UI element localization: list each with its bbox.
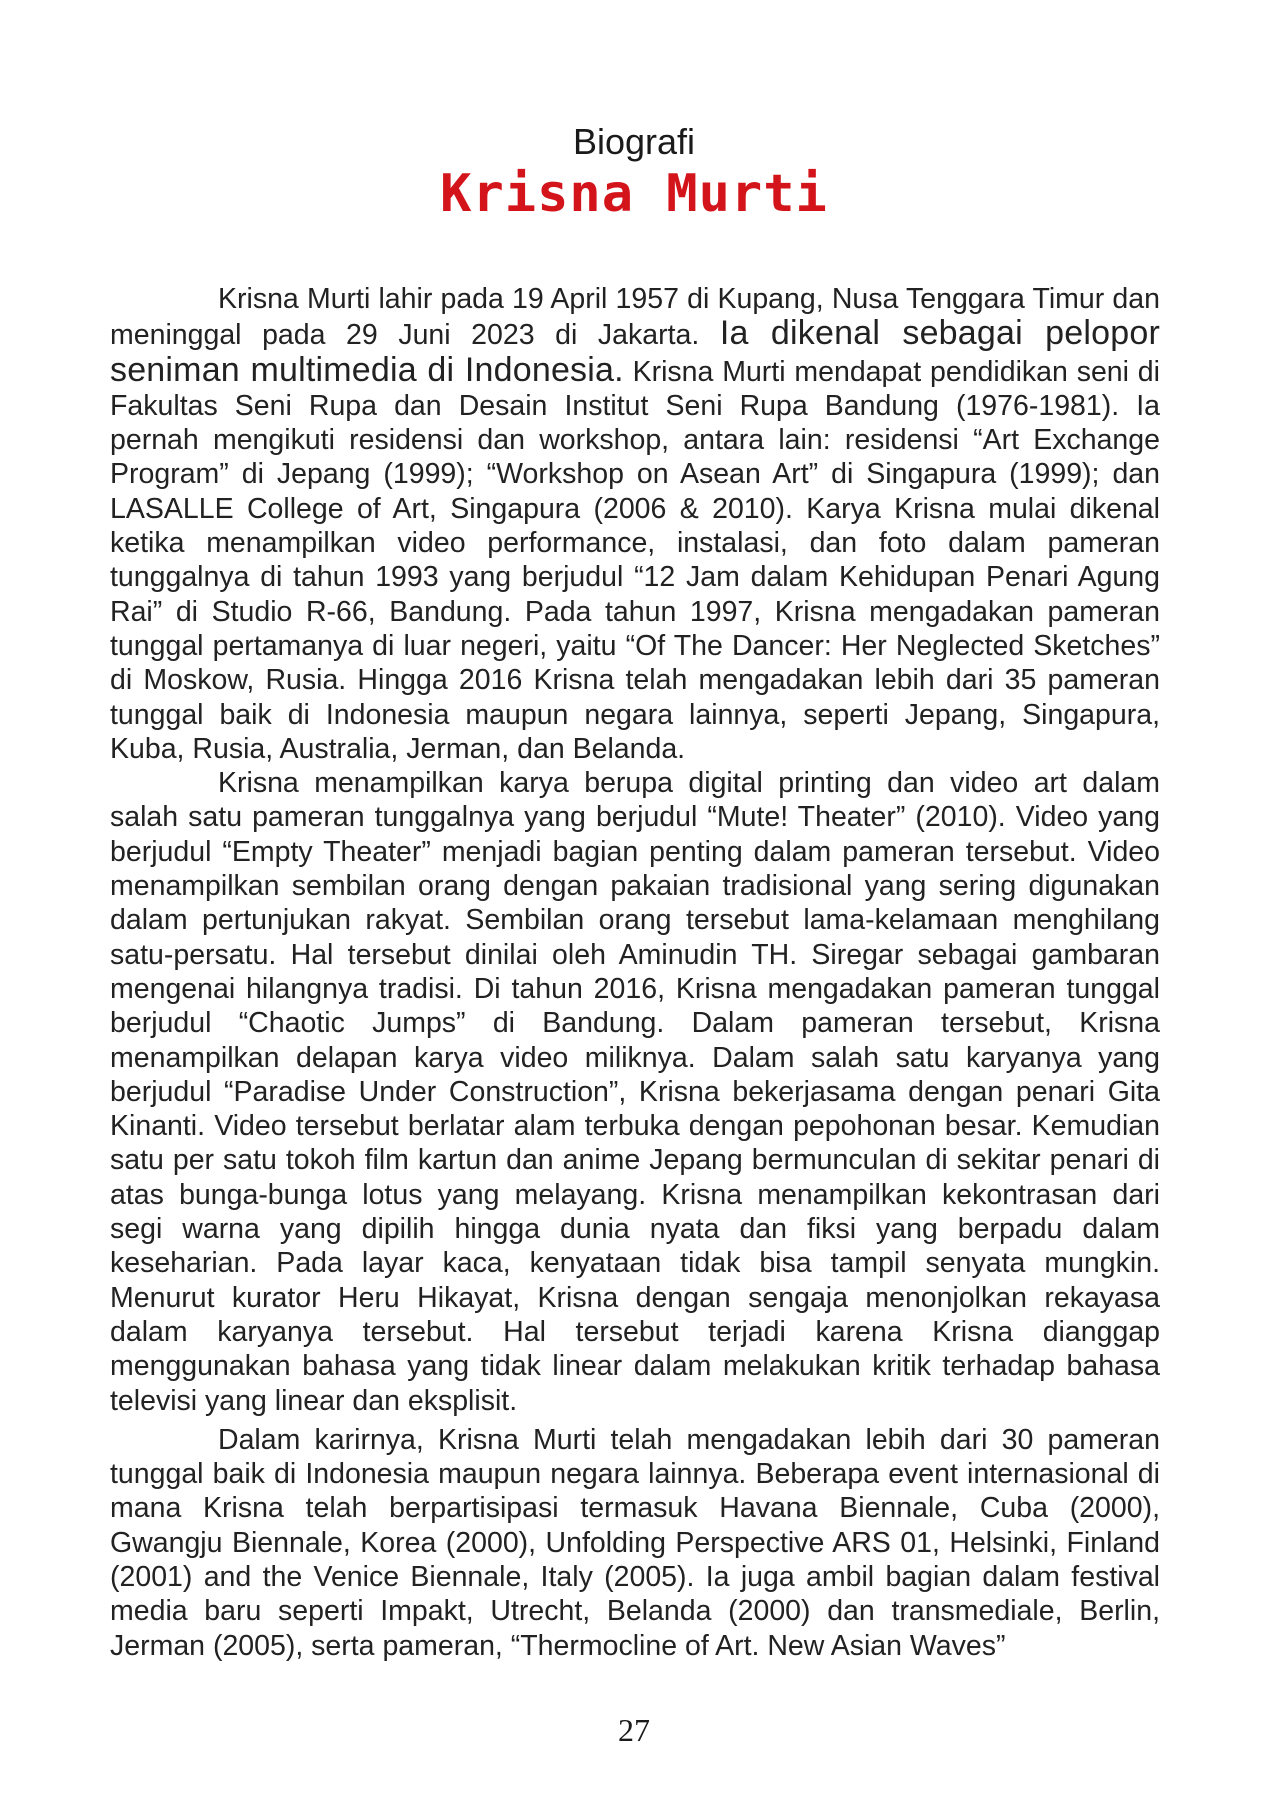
paragraph-1-rest: Krisna Murti mendapat pendidikan seni di Fakultas Seni Rupa dan Desain Institut Seni Rupa Bandung (1976-1981). Ia pernah mengikuti residensi dan workshop, antara lain: residensi “Art Exchange Program” di Jepang (1999); “Workshop on Asean Art” di Singapura (1999); dan LASALLE College of Art, Singapura (2006 & 2010). Karya Krisna mulai dikenal ketika menampilkan video performance, instalasi, dan foto dalam pameran tunggalnya di tahun 1993 yang berjudul “12 Jam dalam Kehidupan Penari Agung Rai” di Studio R-66, Bandung. Pada tahun 1997, Krisna mengadakan pameran tunggal pertamanya di luar negeri, yaitu “Of The Dancer: Her Neglected Sketches” di Moskow, Rusia. Hingga 2016 Krisna telah mengadakan lebih dari 35 pameran tunggal baik di Indonesia maupun negara lainnya, seperti Jepang, Singapura, Kuba, Rusia, Australia, Jerman, dan Belanda. [110,355,1160,765]
paragraph-2: Krisna menampilkan karya berupa digital printing dan video art dalam salah satu pameran tunggalnya yang berjudul “Mute! Theater” (2010). Video yang berjudul “Empty Theater” menjadi bagian penting dalam pameran tersebut. Video menampilkan sembilan orang dengan pakaian tradisional yang sering digunakan dalam pertunjukan rakyat. Sembilan orang tersebut lama-kelamaan menghilang satu-persatu. Hal tersebut dinilai oleh Aminudin TH. Siregar sebagai gambaran mengenai hilangnya tradisi. Di tahun 2016, Krisna mengadakan pameran tunggal berjudul “Chaotic Jumps” di Bandung. Dalam pameran tersebut, Krisna menampilkan delapan karya video miliknya. Dalam salah satu karyanya yang berjudul “Paradise Under Construction”, Krisna bekerjasama dengan penari Gita Kinanti. Video tersebut berlatar alam terbuka dengan pepohonan besar. Kemudian satu per satu tokoh film kartun dan anime Jepang bermunculan di sekitar penari di atas bunga-bunga lotus yang melayang. Krisna menampilkan kekontrasan dari segi warna yang dipilih hingga dunia nyata dan fiksi yang berpadu dalam keseharian. Pada layar kaca, kenyataan tidak bisa tampil senyata mungkin. Menurut kurator Heru Hikayat, Krisna dengan sengaja menonjolkan rekayasa dalam karyanya tersebut. Hal tersebut terjadi karena Krisna dianggap menggunakan bahasa yang tidak linear dalam melakukan kritik terhadap bahasa televisi yang linear dan eksplisit. [110,767,1160,1417]
paragraph-1-emphasis: Ia dikenal sebagai pelopor seniman multimedia di Indonesia. [110,314,1160,389]
paragraph-1 [110,282,1160,766]
page-title: Krisna Murti [440,164,828,224]
page-number: 27 [618,1712,650,1748]
paragraph-1-intro: Krisna Murti lahir pada 19 April 1957 di Kupang, Nusa Tenggara Timur dan meninggal pada 29 Juni 2023 di Jakarta. [110,283,1160,352]
pre-title: Biografi [572,121,696,162]
body-text [110,282,1160,1663]
paragraph-3: Dalam karirnya, Krisna Murti telah mengadakan lebih dari 30 pameran tunggal baik di Indonesia maupun negara lainnya. Beberapa event internasional di mana Krisna telah berpartisipasi termasuk Havana Biennale, Cuba (2000), Gwangju Biennale, Korea (2000), Unfolding Perspective ARS 01, Helsinki, Finland (2001) and the Venice Biennale, Italy (2005). Ia juga ambil bagian dalam festival media baru seperti Impakt, Utrecht, Belanda (2000) dan transmediale, Berlin, Jerman (2005), serta pameran, “Thermocline of Art. New Asian Waves” [110,1423,1160,1662]
